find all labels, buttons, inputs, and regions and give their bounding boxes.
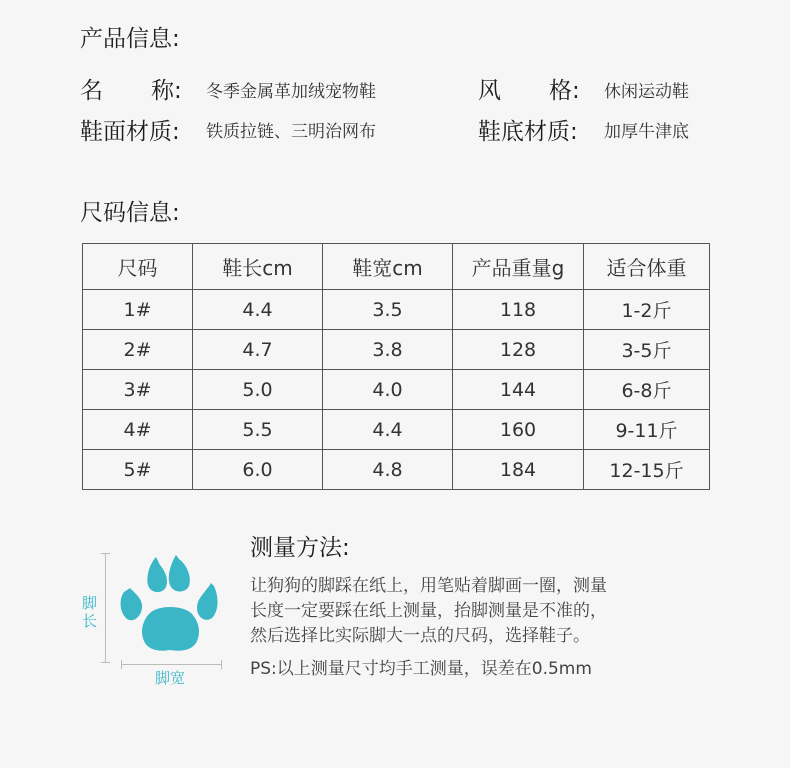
cell-body-weight: 1-2斤 xyxy=(584,290,710,330)
spec-label-sole: 鞋底材质: xyxy=(478,119,578,145)
cell-size: 5# xyxy=(83,450,193,490)
header-size: 尺码 xyxy=(83,244,193,290)
cell-size: 4# xyxy=(83,410,193,450)
cell-width: 3.5 xyxy=(323,290,453,330)
cell-weight: 118 xyxy=(453,290,584,330)
instruction-line: 然后选择比实际脚大一点的尺码，选择鞋子。 xyxy=(250,626,590,646)
table-row xyxy=(83,450,710,490)
spec-value-upper: 铁质拉链、三明治网布 xyxy=(206,122,376,142)
length-label-1: 脚 xyxy=(82,594,98,612)
width-label: 脚宽 xyxy=(155,669,186,687)
cell-size: 3# xyxy=(83,370,193,410)
spec-label-upper: 鞋面材质: xyxy=(80,119,180,145)
table-header-row xyxy=(83,244,710,290)
cell-length: 4.7 xyxy=(193,330,323,370)
cell-length: 6.0 xyxy=(193,450,323,490)
cell-body-weight: 6-8斤 xyxy=(584,370,710,410)
table-row xyxy=(83,330,710,370)
cell-length: 5.0 xyxy=(193,370,323,410)
instruction-line: 让狗狗的脚踩在纸上，用笔贴着脚画一圈，测量 xyxy=(250,576,607,596)
width-tick-right xyxy=(221,660,222,669)
cell-body-weight: 9-11斤 xyxy=(584,410,710,450)
table-row xyxy=(83,290,710,330)
cell-body-weight: 12-15斤 xyxy=(584,450,710,490)
spec-value-sole: 加厚牛津底 xyxy=(604,122,689,142)
cell-width: 3.8 xyxy=(323,330,453,370)
paw-icon xyxy=(115,553,225,655)
cell-width: 4.0 xyxy=(323,370,453,410)
cell-weight: 128 xyxy=(453,330,584,370)
measure-title: 测量方法: xyxy=(250,535,350,561)
width-dimension-line xyxy=(121,664,222,665)
size-table xyxy=(82,243,710,490)
cell-weight: 160 xyxy=(453,410,584,450)
table-row xyxy=(83,370,710,410)
length-tick-bottom xyxy=(101,662,110,663)
width-tick-left xyxy=(121,660,122,669)
measure-ps-note: PS:以上测量尺寸均手工测量，误差在0.5mm xyxy=(250,659,592,679)
header-weight: 产品重量g xyxy=(453,244,584,290)
header-body-weight: 适合体重 xyxy=(584,244,710,290)
length-dimension-line xyxy=(105,553,106,662)
cell-length: 5.5 xyxy=(193,410,323,450)
spec-value-name: 冬季金属革加绒宠物鞋 xyxy=(206,82,376,102)
cell-weight: 144 xyxy=(453,370,584,410)
cell-weight: 184 xyxy=(453,450,584,490)
header-width: 鞋宽cm xyxy=(323,244,453,290)
cell-size: 1# xyxy=(83,290,193,330)
length-label-2: 长 xyxy=(82,612,98,630)
measure-instructions xyxy=(250,574,690,649)
cell-length: 4.4 xyxy=(193,290,323,330)
cell-size: 2# xyxy=(83,330,193,370)
table-row xyxy=(83,410,710,450)
spec-label-style: 风格: xyxy=(478,78,580,104)
spec-label-name: 名称: xyxy=(80,78,182,104)
length-tick-top xyxy=(101,553,110,554)
cell-width: 4.4 xyxy=(323,410,453,450)
instruction-line: 长度一定要踩在纸上测量，抬脚测量是不准的， xyxy=(250,601,607,621)
header-length: 鞋长cm xyxy=(193,244,323,290)
size-info-title: 尺码信息: xyxy=(80,200,180,226)
product-info-title: 产品信息: xyxy=(80,26,180,52)
cell-body-weight: 3-5斤 xyxy=(584,330,710,370)
spec-value-style: 休闲运动鞋 xyxy=(604,82,689,102)
cell-width: 4.8 xyxy=(323,450,453,490)
